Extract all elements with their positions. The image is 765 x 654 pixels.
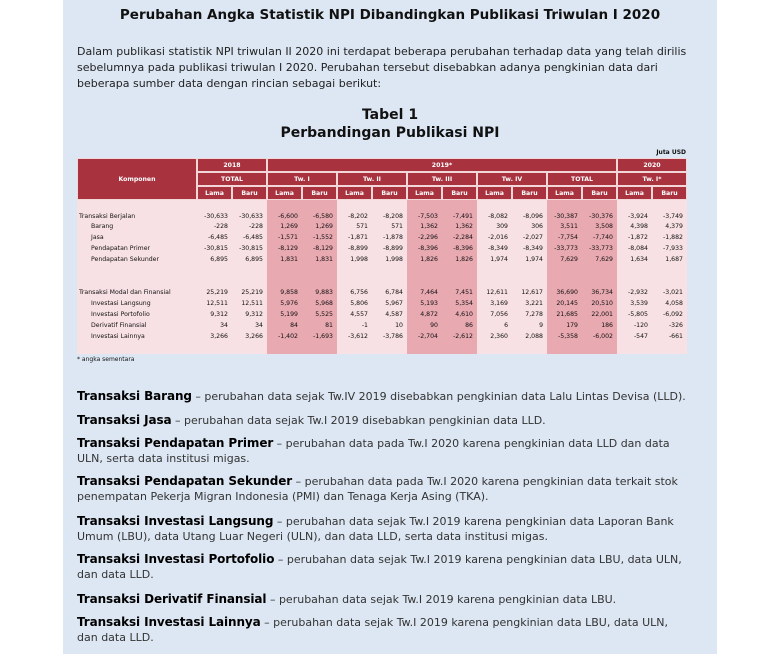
- table-cell: -5,805: [628, 311, 648, 318]
- description-text: – perubahan data sejak Tw.I 2019 karena pengkinian data LBU.: [266, 593, 617, 606]
- table-cell: 3,266: [210, 333, 228, 340]
- table-row: [77, 244, 687, 254]
- header-komponen: Komponen: [77, 158, 197, 200]
- table-cell: 4,379: [665, 223, 683, 230]
- table-cell: -8,208: [383, 213, 403, 220]
- table-row: [77, 255, 687, 265]
- table-cell: 186: [601, 322, 613, 329]
- table-cell: 1,269: [315, 223, 333, 230]
- table-cell: -30,815: [204, 245, 228, 252]
- header-period: Tw. I*: [617, 172, 687, 186]
- table-cell: 1,826: [455, 256, 473, 263]
- table-cell: 6,756: [350, 289, 368, 296]
- table-cell: 7,629: [560, 256, 578, 263]
- description-item: [77, 413, 687, 428]
- table-cell: -2,016: [488, 234, 508, 241]
- table-cell: 9,312: [210, 311, 228, 318]
- table-cell: 3,221: [525, 300, 543, 307]
- table-row: [77, 233, 687, 243]
- table-cell: 2,360: [490, 333, 508, 340]
- table-cell: 1,687: [665, 256, 683, 263]
- table-cell: 1,269: [280, 223, 298, 230]
- table-cell: 5,193: [420, 300, 438, 307]
- table-cell: 12,611: [486, 289, 508, 296]
- header-period: Tw. IV: [477, 172, 547, 186]
- table-cell: 9,858: [280, 289, 298, 296]
- table-cell: -2,027: [523, 234, 543, 241]
- table-cell: 1,974: [490, 256, 508, 263]
- table-cell: -1,552: [313, 234, 333, 241]
- footnote: * angka sementara: [77, 356, 135, 363]
- header-sub-baru: Baru: [302, 186, 337, 200]
- table-cell: -3,786: [383, 333, 403, 340]
- table-cell: 1,362: [420, 223, 438, 230]
- table-cell: 9,312: [245, 311, 263, 318]
- table-cell: 5,976: [280, 300, 298, 307]
- table-cell: -326: [668, 322, 683, 329]
- table-cell: -8,096: [523, 213, 543, 220]
- table-cell: -8,084: [628, 245, 648, 252]
- table-cell: 1,974: [525, 256, 543, 263]
- description-item: [77, 552, 687, 582]
- header-sub-lama: Lama: [197, 186, 232, 200]
- table-cell: -8,396: [418, 245, 438, 252]
- table-cell: 571: [391, 223, 403, 230]
- table-cell: 84: [290, 322, 298, 329]
- row-label: Investasi Langsung: [91, 300, 151, 307]
- header-sub-baru: Baru: [652, 186, 687, 200]
- table-cell: 21,685: [556, 311, 578, 318]
- header-sub-baru: Baru: [232, 186, 267, 200]
- description-text: – perubahan data pada Tw.I 2020 karena pengkinian data terkait stok penempatan Pekerja Migran Indonesia (PMI) dan Tenaga Kerja Asing (TKA).: [77, 475, 678, 503]
- data-table-body: [77, 200, 687, 354]
- table-title: Tabel 1: [361, 107, 419, 123]
- table-cell: -7,933: [663, 245, 683, 252]
- row-label: Pendapatan Primer: [91, 245, 151, 252]
- table-cell: -8,082: [488, 213, 508, 220]
- table-cell: -8,349: [523, 245, 543, 252]
- table-cell: 9,883: [315, 289, 333, 296]
- table-cell: 4,872: [420, 311, 438, 318]
- table-cell: 25,219: [206, 289, 228, 296]
- table-cell: -33,773: [589, 245, 613, 252]
- description-term: Transaksi Investasi Langsung: [77, 514, 274, 528]
- description-term: Transaksi Derivatif Finansial: [77, 592, 267, 606]
- description-text: – perubahan data sejak Tw.IV 2019 disebabkan pengkinian data Lalu Lintas Devisa (LLD).: [191, 390, 686, 403]
- description-item: [77, 514, 687, 544]
- table-cell: -6,002: [593, 333, 613, 340]
- table-cell: -8,349: [488, 245, 508, 252]
- header-sub-lama: Lama: [407, 186, 442, 200]
- table-cell: 1,831: [315, 256, 333, 263]
- table-cell: 4,398: [630, 223, 648, 230]
- table-cell: -8,202: [348, 213, 368, 220]
- table-cell: 3,508: [595, 223, 613, 230]
- description-item: [77, 615, 687, 645]
- row-label: Investasi Portofolio: [91, 311, 150, 318]
- table-cell: 10: [395, 322, 403, 329]
- table-cell: -30,387: [554, 213, 578, 220]
- table-cell: 36,734: [591, 289, 613, 296]
- table-cell: 36,690: [556, 289, 578, 296]
- header-period: TOTAL: [197, 172, 267, 186]
- description-term: Transaksi Pendapatan Sekunder: [77, 474, 293, 488]
- header-period: Tw. I: [267, 172, 337, 186]
- table-cell: 34: [220, 322, 228, 329]
- description-text: – perubahan data pada Tw.I 2020 karena pengkinian data LLD dan data ULN, serta data institusi migas.: [77, 437, 670, 465]
- table-cell: -6,485: [243, 234, 263, 241]
- table-cell: -8,129: [278, 245, 298, 252]
- row-label: Investasi Lainnya: [91, 333, 145, 340]
- table-cell: -3,021: [663, 289, 683, 296]
- table-cell: 34: [255, 322, 263, 329]
- table-cell: 3,266: [245, 333, 263, 340]
- table-cell: 7,056: [490, 311, 508, 318]
- table-cell: -3,924: [628, 213, 648, 220]
- table-cell: 7,278: [525, 311, 543, 318]
- table-cell: 7,629: [595, 256, 613, 263]
- table-row: [77, 222, 687, 232]
- table-cell: -30,815: [239, 245, 263, 252]
- table-cell: 12,511: [241, 300, 263, 307]
- table-cell: -6,092: [663, 311, 683, 318]
- header-sub-lama: Lama: [547, 186, 582, 200]
- description-term: Transaksi Pendapatan Primer: [77, 436, 274, 450]
- table-cell: 309: [496, 223, 508, 230]
- description-item: [77, 389, 687, 404]
- row-label: Transaksi Modal dan Finansial: [79, 289, 171, 296]
- row-label: Pendapatan Sekunder: [91, 256, 160, 263]
- table-cell: 20,510: [591, 300, 613, 307]
- table-row: [77, 299, 687, 309]
- header-sub-lama: Lama: [337, 186, 372, 200]
- table-cell: 3,511: [560, 223, 578, 230]
- table-cell: 5,967: [385, 300, 403, 307]
- table-cell: 1,998: [350, 256, 368, 263]
- table-cell: 1,634: [630, 256, 648, 263]
- header-year-2019: 2019*: [267, 158, 617, 172]
- header-sub-baru: Baru: [512, 186, 547, 200]
- table-cell: -2,284: [453, 234, 473, 241]
- table-cell: 4,610: [455, 311, 473, 318]
- table-cell: 12,617: [521, 289, 543, 296]
- table-cell: -3,749: [663, 213, 683, 220]
- table-cell: 5,354: [455, 300, 473, 307]
- table-cell: -2,296: [418, 234, 438, 241]
- table-cell: -661: [668, 333, 683, 340]
- table-cell: 5,525: [315, 311, 333, 318]
- description-item: [77, 474, 687, 504]
- table-cell: 81: [325, 322, 333, 329]
- table-cell: -8,899: [348, 245, 368, 252]
- table-row: [77, 288, 687, 298]
- table-cell: 179: [566, 322, 578, 329]
- table-cell: 4,058: [665, 300, 683, 307]
- table-cell: -33,773: [554, 245, 578, 252]
- table-cell: 306: [531, 223, 543, 230]
- table-cell: 1,998: [385, 256, 403, 263]
- table-cell: 6,895: [245, 256, 263, 263]
- table-cell: 4,557: [350, 311, 368, 318]
- intro-paragraph: Dalam publikasi statistik NPI triwulan II 2020 ini terdapat beberapa perubahan terhadap data yang telah dirilis sebelumnya pada publikasi triwulan I 2020. Perubahan tersebut disebabkan adanya pengkinian data dari beberapa sumber data dengan rincian sebagai berikut:: [77, 45, 687, 90]
- table-row: [77, 212, 687, 222]
- table-cell: -228: [213, 223, 228, 230]
- row-label: Jasa: [91, 234, 104, 241]
- table-cell: -8,129: [313, 245, 333, 252]
- table-cell: -120: [633, 322, 648, 329]
- header-year-2020: 2020: [617, 158, 687, 172]
- table-cell: 6,784: [385, 289, 403, 296]
- description-term: Transaksi Investasi Portofolio: [77, 552, 275, 566]
- header-sub-lama: Lama: [617, 186, 652, 200]
- table-cell: 1,826: [420, 256, 438, 263]
- table-cell: 25,219: [241, 289, 263, 296]
- table-cell: -1,878: [383, 234, 403, 241]
- table-cell: -1: [361, 322, 368, 329]
- table-cell: -6,600: [278, 213, 298, 220]
- description-term: Transaksi Barang: [77, 389, 192, 403]
- description-term: Transaksi Jasa: [77, 413, 172, 427]
- table-cell: 7,464: [420, 289, 438, 296]
- table-cell: 6: [504, 322, 508, 329]
- unit-label: Juta USD: [656, 149, 686, 156]
- table-cell: 12,511: [206, 300, 228, 307]
- table-cell: -30,633: [204, 213, 228, 220]
- table-cell: -1,402: [278, 333, 298, 340]
- header-sub-lama: Lama: [477, 186, 512, 200]
- table-cell: 86: [465, 322, 473, 329]
- table-cell: -30,376: [589, 213, 613, 220]
- table-cell: -1,871: [348, 234, 368, 241]
- description-text: – perubahan data sejak Tw.I 2019 disebabkan pengkinian data LLD.: [171, 414, 546, 427]
- table-cell: 22,001: [591, 311, 613, 318]
- header-period: Tw. III: [407, 172, 477, 186]
- table-cell: 5,968: [315, 300, 333, 307]
- description-item: [77, 592, 687, 607]
- table-cell: 5,806: [350, 300, 368, 307]
- header-year-2018: 2018: [197, 158, 267, 172]
- table-cell: -1,693: [313, 333, 333, 340]
- description-text: – perubahan data sejak Tw.I 2019 karena pengkinian data Laporan Bank Umum (LBU), data Utang Luar Negeri (ULN), dan data LLD, serta data institusi migas.: [77, 515, 674, 543]
- table-cell: -1,571: [278, 234, 298, 241]
- table-subtitle: Perbandingan Publikasi NPI: [280, 125, 500, 141]
- table-row: [77, 310, 687, 320]
- table-cell: 1,831: [280, 256, 298, 263]
- header-sub-baru: Baru: [582, 186, 617, 200]
- row-label: Derivatif Finansial: [91, 322, 147, 329]
- description-item: [77, 436, 687, 466]
- table-cell: -30,633: [239, 213, 263, 220]
- description-text: – perubahan data sejak Tw.I 2019 karena pengkinian data LBU, data ULN, dan data LLD.: [77, 616, 669, 644]
- table-cell: 5,199: [280, 311, 298, 318]
- table-cell: -547: [633, 333, 648, 340]
- header-sub-lama: Lama: [267, 186, 302, 200]
- header-sub-baru: Baru: [372, 186, 407, 200]
- table-cell: -8,396: [453, 245, 473, 252]
- page-title: Perubahan Angka Statistik NPI Dibandingkan Publikasi Triwulan I 2020: [119, 7, 661, 23]
- description-text: – perubahan data sejak Tw.I 2019 karena pengkinian data LBU, data ULN, dan data LLD.: [77, 553, 682, 581]
- table-cell: 20,145: [556, 300, 578, 307]
- table-cell: -2,704: [418, 333, 438, 340]
- table-cell: -7,754: [558, 234, 578, 241]
- table-cell: -6,580: [313, 213, 333, 220]
- table-cell: 3,539: [630, 300, 648, 307]
- table-cell: -8,899: [383, 245, 403, 252]
- table-row: [77, 321, 687, 331]
- table-cell: 4,587: [385, 311, 403, 318]
- header-period: Tw. II: [337, 172, 407, 186]
- table-cell: 2,088: [525, 333, 543, 340]
- row-label: Barang: [91, 223, 114, 230]
- table-cell: 571: [356, 223, 368, 230]
- table-cell: -2,932: [628, 289, 648, 296]
- table-cell: 7,451: [455, 289, 473, 296]
- table-cell: -2,612: [453, 333, 473, 340]
- table-cell: -7,491: [453, 213, 473, 220]
- table-cell: 1,362: [455, 223, 473, 230]
- table-cell: -5,358: [558, 333, 578, 340]
- table-cell: -1,882: [663, 234, 683, 241]
- table-cell: -7,740: [593, 234, 613, 241]
- row-label: Transaksi Berjalan: [79, 213, 136, 220]
- table-cell: -7,503: [418, 213, 438, 220]
- table-cell: 3,169: [490, 300, 508, 307]
- table-cell: -228: [248, 223, 263, 230]
- table-cell: -3,612: [348, 333, 368, 340]
- table-cell: 9: [539, 322, 543, 329]
- table-cell: -6,485: [208, 234, 228, 241]
- header-sub-baru: Baru: [442, 186, 477, 200]
- table-cell: 90: [430, 322, 438, 329]
- table-row: [77, 332, 687, 342]
- table-cell: -1,872: [628, 234, 648, 241]
- table-cell: 6,895: [210, 256, 228, 263]
- header-period: TOTAL: [547, 172, 617, 186]
- description-term: Transaksi Investasi Lainnya: [77, 615, 261, 629]
